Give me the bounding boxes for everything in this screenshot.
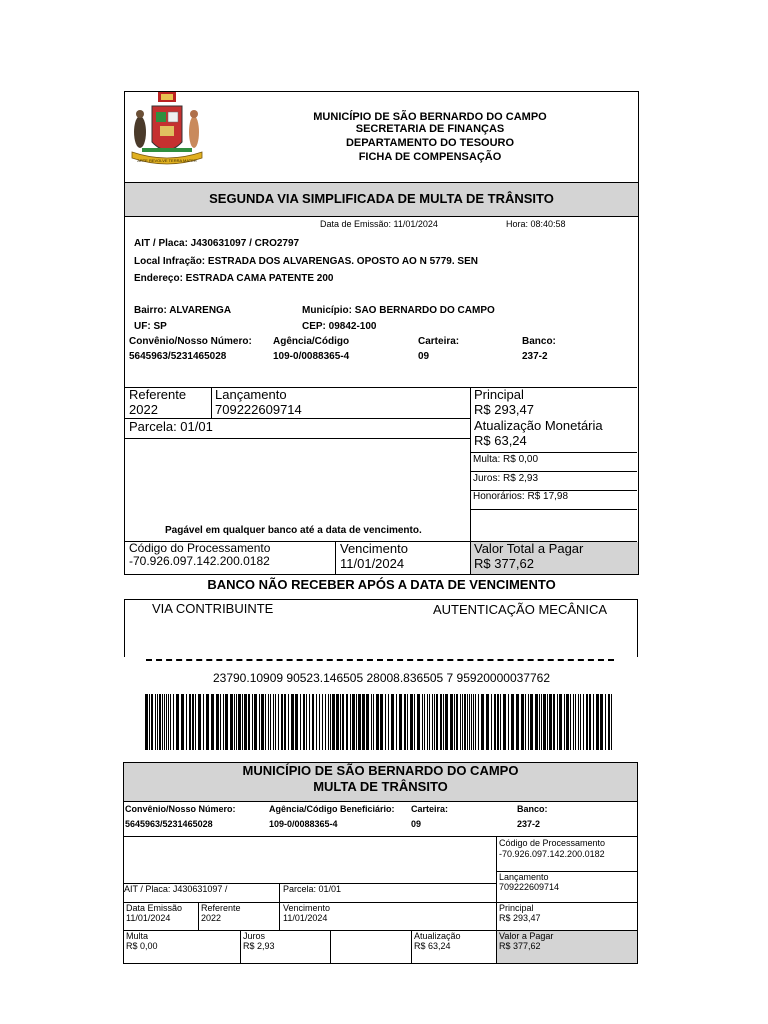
stub-data-emissao-label: Data Emissão <box>126 903 183 913</box>
barcode-bar <box>399 694 402 750</box>
barcode-bar <box>170 694 171 750</box>
barcode-bar <box>407 694 408 750</box>
stub-multa-label: Multa <box>126 931 149 941</box>
barcode-bar <box>236 694 237 750</box>
barcode-bar <box>414 694 415 750</box>
stub-codigo-value: -70.926.097.142.200.0182 <box>499 849 605 859</box>
barcode-bar <box>248 694 250 750</box>
barcode-bar <box>316 694 317 750</box>
total-label: Valor Total a Pagar <box>474 541 584 556</box>
barcode-bar <box>220 694 221 750</box>
stub-carteira-value: 09 <box>411 819 422 829</box>
stub-juros-label: Juros <box>243 931 266 941</box>
barcode-bar <box>288 694 289 750</box>
barcode-bar <box>162 694 163 750</box>
barcode-bar <box>404 694 406 750</box>
barcode-bar <box>238 694 241 750</box>
barcode-bar <box>543 694 546 750</box>
stub-banco-value: 237-2 <box>517 819 541 829</box>
city-crest <box>128 92 206 180</box>
barcode-bar <box>580 694 581 750</box>
honorarios: Honorários: R$ 17,98 <box>473 491 569 502</box>
multa: Multa: R$ 0,00 <box>473 454 539 465</box>
barcode-bar <box>244 694 247 750</box>
barcode-bar <box>206 694 209 750</box>
barcode-bar <box>352 694 355 750</box>
codigo-label: Código do Processamento <box>129 541 271 555</box>
barcode-bar <box>481 694 484 750</box>
barcode-bar <box>525 694 526 750</box>
via-contribuinte: VIA CONTRIBUINTE <box>152 601 274 616</box>
stub-juros-value: R$ 2,93 <box>243 941 275 951</box>
barcode-bar <box>198 694 201 750</box>
barcode-bar <box>436 694 438 750</box>
stub-convenio-value: 5645963/5231465028 <box>125 819 213 829</box>
barcode-bar <box>578 694 579 750</box>
barcode-bar <box>427 694 428 750</box>
barcode-bar <box>281 694 283 750</box>
codigo-value: -70.926.097.142.200.0182 <box>129 554 270 568</box>
barcode-bar <box>611 694 612 750</box>
barcode-bar <box>234 694 235 750</box>
barcode-bar <box>356 694 357 750</box>
barcode-bar <box>596 694 599 750</box>
barcode-bar <box>145 694 148 750</box>
barcode-bar <box>473 694 474 750</box>
barcode-bar <box>456 694 458 750</box>
stub-line <box>123 836 637 837</box>
barcode-bar <box>225 694 228 750</box>
stub-line <box>330 930 331 963</box>
barcode-bar <box>539 694 540 750</box>
cut-line <box>146 659 614 661</box>
stub-line <box>240 930 241 963</box>
stub-data-emissao-value: 11/01/2024 <box>126 913 171 923</box>
barcode-bar <box>583 694 584 750</box>
stub-atualizacao-label: Atualização <box>414 931 461 941</box>
agencia-label: Agência/Código <box>273 336 350 347</box>
barcode-bar <box>573 694 574 750</box>
barcode-bar <box>340 694 341 750</box>
stub-line <box>279 883 280 902</box>
barcode-bar <box>192 694 194 750</box>
barcode-bar <box>605 694 606 750</box>
barcode-bar <box>181 694 184 750</box>
barcode-bar <box>159 694 161 750</box>
barcode-bar <box>553 694 555 750</box>
barcode-bar <box>422 694 423 750</box>
barcode-bar <box>230 694 233 750</box>
barcode-bar <box>586 694 588 750</box>
barcode-bar <box>600 694 603 750</box>
total-value: R$ 377,62 <box>474 556 534 571</box>
barcode-bar <box>516 694 519 750</box>
barcode-bar <box>462 694 463 750</box>
barcode-bar <box>176 694 179 750</box>
barcode-bar <box>478 694 479 750</box>
barcode-bar <box>385 694 386 750</box>
barcode-bar <box>547 694 548 750</box>
barcode-bar <box>151 694 153 750</box>
principal-label: Principal <box>474 387 524 402</box>
barcode-bar <box>497 694 499 750</box>
grid-line <box>211 387 212 418</box>
emission-time: Hora: 08:40:58 <box>506 219 566 229</box>
barcode-bar <box>564 694 565 750</box>
barcode-bar <box>460 694 461 750</box>
grid-line <box>470 509 637 510</box>
barcode-bar <box>300 694 301 750</box>
stub-banco-label: Banco: <box>517 804 548 814</box>
referente-label: Referente <box>129 387 187 402</box>
stub-codigo-label: Código de Processamento <box>499 838 606 848</box>
barcode-bar <box>216 694 219 750</box>
barcode-bar <box>575 694 576 750</box>
convenio-label: Convênio/Nosso Número: <box>129 336 252 347</box>
referente-value: 2022 <box>129 402 158 417</box>
barcode-bar <box>350 694 351 750</box>
barcode-bar <box>467 694 468 750</box>
barcode-bar <box>155 694 156 750</box>
barcode-bar <box>330 694 331 750</box>
barcode-bar <box>443 694 444 750</box>
grid-line <box>124 438 470 439</box>
barcode-bar <box>450 694 453 750</box>
crest-motto: ARTE REVOLVE TERRA MATER <box>137 158 197 163</box>
barcode-icon <box>145 694 617 750</box>
barcode-bar <box>312 694 314 750</box>
linha-digitavel: 23790.10909 90523.146505 28008.836505 7 95920000037762 <box>212 671 550 685</box>
barcode-bar <box>346 694 348 750</box>
endereco: Endereço: ESTRADA CAMA PATENTE 200 <box>134 273 334 284</box>
convenio-value: 5645963/5231465028 <box>129 351 227 362</box>
stub-ait: AIT / Placa: J430631097 / <box>124 884 228 894</box>
barcode-bar <box>168 694 169 750</box>
barcode-bar <box>469 694 470 750</box>
barcode-bar <box>373 694 374 750</box>
stub-referente-label: Referente <box>201 903 241 913</box>
grid-line <box>335 541 336 574</box>
barcode-bar <box>464 694 466 750</box>
barcode-bar <box>608 694 610 750</box>
atualizacao-label: Atualização Monetária <box>474 418 603 433</box>
barcode-bar <box>445 694 448 750</box>
barcode-bar <box>391 694 394 750</box>
barcode-bar <box>254 694 257 750</box>
barcode-bar <box>557 694 558 750</box>
barcode-bar <box>417 694 420 750</box>
grid-line <box>470 452 637 453</box>
barcode-bar <box>376 694 379 750</box>
crest-icon <box>128 92 206 180</box>
barcode-bar <box>242 694 243 750</box>
stub-parcela: Parcela: 01/01 <box>283 884 342 894</box>
stub-agencia-label: Agência/Código Beneficiário: <box>269 804 395 814</box>
barcode-bar <box>252 694 253 750</box>
barcode-bar <box>306 694 307 750</box>
header-line3: DEPARTAMENTO DO TESOURO <box>345 137 515 149</box>
barcode-bar <box>342 694 344 750</box>
barcode-bar <box>325 694 326 750</box>
stub-line <box>411 930 412 963</box>
barcode-bar <box>454 694 455 750</box>
vencimento-label: Vencimento <box>340 541 408 556</box>
barcode-bar <box>332 694 335 750</box>
grid-line <box>124 387 637 388</box>
page-title: SEGUNDA VIA SIMPLIFICADA DE MULTA DE TRÂNSITO <box>209 191 554 206</box>
atualizacao-value: R$ 63,24 <box>474 433 527 448</box>
barcode-bar <box>440 694 442 750</box>
barcode-bar <box>173 694 174 750</box>
stub-principal-value: R$ 293,47 <box>499 913 541 923</box>
stub-title-1: MUNICÍPIO DE SÃO BERNARDO DO CAMPO <box>242 763 519 778</box>
barcode-bar <box>471 694 472 750</box>
pagavel-note: Pagável em qualquer banco até a data de vencimento. <box>165 525 422 536</box>
barcode-bar <box>362 694 365 750</box>
barcode-bar <box>164 694 165 750</box>
barcode-bar <box>593 694 594 750</box>
barcode-bar <box>530 694 533 750</box>
agencia-value: 109-0/0088365-4 <box>273 351 350 362</box>
barcode-bar <box>203 694 204 750</box>
stub-title-2: MULTA DE TRÂNSITO <box>313 779 448 794</box>
barcode-bar <box>270 694 271 750</box>
stub-lancamento-value: 709222609714 <box>499 882 560 892</box>
stub-line <box>279 902 280 930</box>
barcode-bar <box>358 694 361 750</box>
stub-referente-value: 2022 <box>201 913 222 923</box>
barcode-bar <box>528 694 529 750</box>
barcode-bar <box>259 694 260 750</box>
carteira-value: 09 <box>418 351 430 362</box>
barcode-bar <box>273 694 274 750</box>
banco-value: 237-2 <box>522 351 548 362</box>
barcode-bar <box>486 694 489 750</box>
vencimento-value: 11/01/2024 <box>340 556 405 571</box>
barcode-bar <box>284 694 286 750</box>
barcode-bar <box>268 694 269 750</box>
juros: Juros: R$ 2,93 <box>473 473 539 484</box>
barcode-bar <box>549 694 552 750</box>
grid-line <box>470 471 637 472</box>
stub-agencia-value: 109-0/0088365-4 <box>269 819 338 829</box>
barcode-bar <box>371 694 372 750</box>
bairro: Bairro: ALVARENGA <box>134 305 232 316</box>
barcode-bar <box>541 694 542 750</box>
barcode-bar <box>189 694 191 750</box>
barcode-bar <box>157 694 158 750</box>
barcode-bar <box>336 694 339 750</box>
barcode-bar <box>166 694 167 750</box>
stub-lancamento-label: Lançamento <box>499 872 549 882</box>
municipio: Município: SAO BERNARDO DO CAMPO <box>302 305 495 316</box>
stub-principal-label: Principal <box>499 903 534 913</box>
barcode-bar <box>511 694 514 750</box>
barcode-bar <box>566 694 569 750</box>
barcode-bar <box>319 694 320 750</box>
barcode-bar <box>424 694 425 750</box>
barcode-bar <box>328 694 329 750</box>
lancamento-label: Lançamento <box>215 387 287 402</box>
barcode-bar <box>475 694 476 750</box>
barcode-bar <box>429 694 430 750</box>
autenticacao-mecanica: AUTENTICAÇÃO MECÂNICA <box>433 602 608 617</box>
stub-atualizacao-value: R$ 63,24 <box>414 941 451 951</box>
header-line4: FICHA DE COMPENSAÇÃO <box>358 151 502 163</box>
barcode-bar <box>380 694 383 750</box>
barcode-bar <box>309 694 310 750</box>
stub-convenio-label: Convênio/Nosso Número: <box>125 804 236 814</box>
barcode-bar <box>291 694 294 750</box>
principal-value: R$ 293,47 <box>474 402 534 417</box>
barcode-bar <box>434 694 435 750</box>
header-line2: SECRETARIA DE FINANÇAS <box>355 123 505 135</box>
uf: UF: SP <box>134 321 167 332</box>
emission-date: Data de Emissão: 11/01/2024 <box>320 219 438 229</box>
stub-vencimento-value: 11/01/2024 <box>283 913 328 923</box>
barcode-bar <box>265 694 266 750</box>
banco-label: Banco: <box>522 336 556 347</box>
stub-line <box>198 902 199 930</box>
header-line1: MUNICÍPIO DE SÃO BERNARDO DO CAMPO <box>313 111 547 123</box>
carteira-label: Carteira: <box>418 336 460 347</box>
barcode-bar <box>211 694 214 750</box>
barcode-bar <box>521 694 524 750</box>
local-infracao: Local Infração: ESTRADA DOS ALVARENGAS. OPOSTO AO N 5779. SEN <box>134 256 478 267</box>
barcode-bar <box>275 694 276 750</box>
barcode-bar <box>223 694 224 750</box>
barcode-bar <box>388 694 389 750</box>
ait-placa: AIT / Placa: J430631097 / CRO2797 <box>134 238 300 249</box>
barcode-bar <box>195 694 196 750</box>
barcode-bar <box>186 694 187 750</box>
stub-carteira-label: Carteira: <box>411 804 449 814</box>
parcela: Parcela: 01/01 <box>129 419 213 434</box>
barcode-bar <box>589 694 591 750</box>
barcode-bar <box>500 694 501 750</box>
warning-text: BANCO NÃO RECEBER APÓS A DATA DE VENCIMENTO <box>207 577 556 592</box>
barcode-bar <box>295 694 298 750</box>
barcode-bar <box>432 694 433 750</box>
barcode-bar <box>261 694 264 750</box>
barcode-bar <box>303 694 305 750</box>
barcode-bar <box>491 694 492 750</box>
barcode-bar <box>366 694 369 750</box>
barcode-bar <box>322 694 323 750</box>
lancamento-value: 709222609714 <box>215 402 302 417</box>
barcode-bar <box>149 694 150 750</box>
barcode-bar <box>494 694 496 750</box>
stub-vencimento-label: Vencimento <box>283 903 331 913</box>
stub-valor-label: Valor a Pagar <box>499 931 554 941</box>
barcode-bar <box>410 694 413 750</box>
cep: CEP: 09842-100 <box>302 321 377 332</box>
barcode-bar <box>508 694 509 750</box>
stub-valor-value: R$ 377,62 <box>499 941 541 951</box>
barcode-bar <box>503 694 506 750</box>
barcode-bar <box>278 694 279 750</box>
stub-multa-value: R$ 0,00 <box>126 941 158 951</box>
barcode-bar <box>559 694 562 750</box>
barcode-bar <box>396 694 397 750</box>
barcode-bar <box>535 694 538 750</box>
barcode-bar <box>570 694 571 750</box>
